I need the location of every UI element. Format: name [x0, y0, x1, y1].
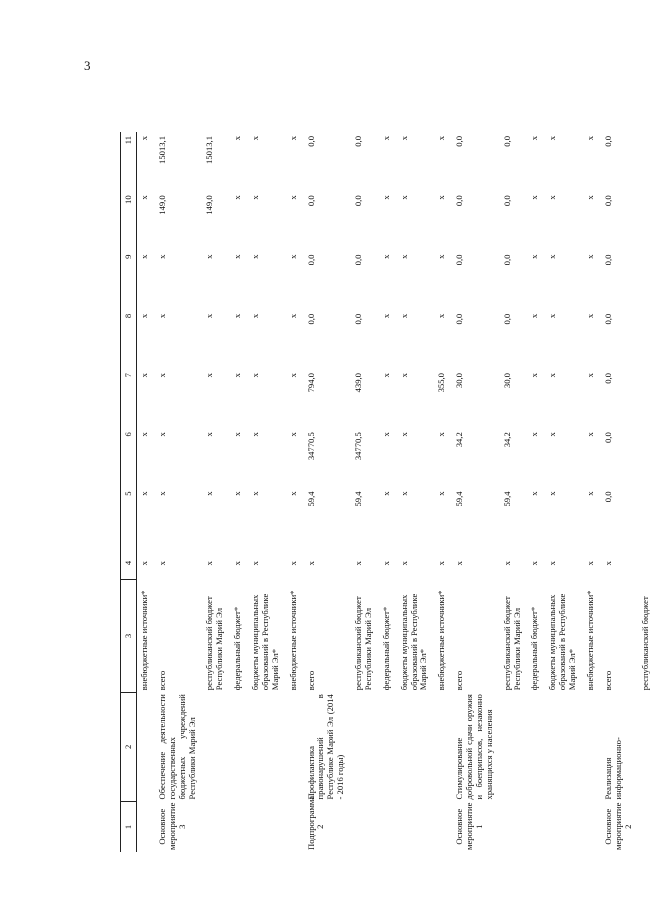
value-cell: x [529, 313, 540, 319]
value-cell: x [436, 432, 447, 437]
value-cell: x [398, 313, 409, 319]
value-cell: x [232, 136, 243, 141]
title-cell [202, 692, 230, 801]
table-row [601, 132, 639, 852]
value-cell: x [380, 136, 391, 141]
value-cell: 794,0 [305, 373, 316, 393]
value-cell: 0,0 [602, 373, 613, 384]
title-cell [248, 692, 286, 801]
value-cell: x [287, 136, 298, 141]
value-cell: x [156, 561, 167, 566]
value-cell: x [250, 561, 260, 566]
title-cell [351, 692, 379, 801]
title-cell: Профилактика правонарушений в Республике Марий Эл (2014 - 2016 годы) [305, 694, 346, 800]
program-cell [379, 801, 397, 852]
col-header-10: 10 [121, 191, 137, 250]
value-cell: 59,4 [305, 491, 316, 507]
value-cell: x [287, 561, 298, 566]
source-cell: всего [156, 670, 167, 691]
value-cell: x [250, 313, 260, 319]
value-cell: x [398, 195, 409, 200]
value-cell: x [436, 254, 447, 259]
value-cell: x [232, 491, 243, 496]
value-cell: x [380, 561, 391, 566]
value-cell: x [139, 561, 149, 566]
source-cell: республиканский бюджет Республики Марий Эл [501, 596, 522, 691]
value-cell: 149,0 [156, 195, 167, 215]
program-cell [434, 801, 452, 852]
value-cell: x [204, 561, 215, 566]
budget-table [120, 132, 656, 852]
value-cell: 0,0 [353, 136, 363, 147]
value-cell: x [529, 136, 540, 141]
value-cell: 34,2 [454, 432, 465, 448]
value-cell: x [204, 373, 215, 378]
value-cell [638, 251, 656, 310]
value-cell: 34,2 [501, 432, 512, 448]
value-cell: 0,0 [454, 313, 465, 325]
value-cell: x [139, 432, 149, 437]
title-cell: Обеспечение деятельности государственных бюджетных учреждений Республики Марий Эл [156, 694, 197, 800]
value-cell: 0,0 [305, 195, 316, 207]
source-cell: республиканский бюджет Республики Марий Эл [204, 596, 225, 691]
value-cell: x [380, 195, 391, 200]
title-cell: Стимулирование добровольной сдачи оружия и боеприпасов, незаконно хранящихся у населения [454, 694, 494, 800]
value-cell: x [156, 491, 167, 496]
source-cell: внебюджетные источники* [139, 590, 149, 691]
title-cell: Реализация информационно- [602, 737, 623, 800]
value-cell: x [287, 254, 298, 259]
program-cell [583, 801, 601, 852]
source-cell: всего [602, 670, 613, 691]
title-cell [434, 692, 452, 801]
program-cell: Основное мероприятие 1 [454, 802, 484, 850]
value-cell: 15013,1 [204, 136, 215, 164]
value-cell: 0,0 [602, 195, 613, 207]
value-cell: x [287, 313, 298, 319]
value-cell: 0,0 [602, 254, 613, 266]
value-cell: x [436, 195, 447, 200]
value-cell: 59,4 [454, 491, 465, 507]
value-cell: x [584, 373, 595, 378]
value-cell: x [204, 491, 215, 496]
value-cell: 0,0 [305, 254, 316, 266]
value-cell: x [139, 313, 149, 319]
value-cell: 0,0 [305, 136, 316, 147]
value-cell: x [156, 373, 167, 378]
value-cell: x [436, 491, 447, 496]
rotated-table-wrapper [120, 132, 651, 852]
value-cell: x [232, 561, 243, 566]
value-cell: x [584, 254, 595, 259]
program-cell [351, 801, 379, 852]
table-row [155, 132, 203, 852]
value-cell: x [584, 491, 595, 496]
value-cell: x [353, 561, 363, 566]
value-cell: x [529, 195, 540, 200]
value-cell: 0,0 [454, 136, 465, 147]
value-cell [638, 310, 656, 369]
table-row [379, 132, 397, 852]
value-cell: 0,0 [602, 432, 613, 443]
col-header-11: 11 [121, 132, 137, 191]
value-cell: x [232, 432, 243, 437]
value-cell: x [436, 561, 447, 566]
value-cell: 0,0 [353, 313, 363, 325]
value-cell: x [602, 561, 613, 566]
value-cell: x [547, 195, 558, 200]
value-cell: 34770,5 [353, 432, 363, 461]
value-cell: x [584, 195, 595, 200]
source-cell: внебюджетные источники* [436, 590, 447, 691]
value-cell: x [139, 136, 149, 141]
value-cell: 0,0 [353, 254, 363, 266]
value-cell: x [287, 373, 298, 378]
value-cell [638, 369, 656, 428]
source-cell: всего [454, 670, 465, 691]
table-row [286, 132, 304, 852]
value-cell: x [232, 254, 243, 259]
value-cell: x [287, 195, 298, 200]
value-cell: x [380, 373, 391, 378]
value-cell: x [454, 561, 465, 566]
value-cell: x [250, 373, 260, 378]
program-cell [638, 801, 656, 852]
value-cell: x [436, 313, 447, 319]
col-header-9: 9 [121, 251, 137, 310]
value-cell: x [547, 491, 558, 496]
table-row [583, 132, 601, 852]
table-row [500, 132, 528, 852]
value-cell: x [398, 373, 409, 378]
value-cell: x [250, 136, 260, 141]
title-cell [286, 692, 304, 801]
value-cell: x [139, 254, 149, 259]
title-cell [230, 692, 248, 801]
col-header-7: 7 [121, 369, 137, 428]
source-cell: внебюджетные источники* [287, 590, 298, 691]
value-cell: 0,0 [501, 195, 512, 207]
value-cell: 355,0 [436, 373, 447, 393]
program-cell [137, 801, 155, 852]
title-cell [583, 692, 601, 801]
value-cell: x [547, 432, 558, 437]
value-cell: x [398, 491, 409, 496]
value-cell: x [547, 136, 558, 141]
source-cell: бюджеты муниципальных образований в Республике Марий Эл* [250, 593, 280, 691]
value-cell: x [436, 136, 447, 141]
source-cell: федеральный бюджет* [529, 606, 540, 691]
table-row [638, 132, 656, 852]
value-cell: 0,0 [501, 254, 512, 266]
source-cell: федеральный бюджет* [380, 606, 391, 691]
value-cell: 30,0 [501, 373, 512, 389]
value-cell: x [529, 432, 540, 437]
program-cell: Основное мероприятие 2 [602, 802, 633, 850]
value-cell: x [287, 432, 298, 437]
value-cell: x [232, 195, 243, 200]
source-cell: республиканский бюджет [640, 596, 651, 691]
source-cell: федеральный бюджет* [232, 606, 243, 691]
program-cell [500, 801, 528, 852]
program-cell [248, 801, 286, 852]
program-cell [397, 801, 435, 852]
value-cell [638, 487, 656, 546]
value-cell: x [398, 432, 409, 437]
value-cell: x [232, 313, 243, 319]
value-cell: x [156, 254, 167, 259]
value-cell: x [584, 561, 595, 566]
value-cell: x [380, 254, 391, 259]
value-cell: x [250, 432, 260, 437]
col-header-3: 3 [121, 580, 137, 692]
value-cell: x [529, 491, 540, 496]
value-cell: 0,0 [501, 313, 512, 325]
col-header-4: 4 [121, 547, 137, 580]
source-cell: бюджеты муниципальных образований в Республике Марий Эл* [398, 593, 429, 691]
value-cell: x [501, 561, 512, 566]
value-cell: x [380, 432, 391, 437]
program-cell [230, 801, 248, 852]
value-cell: 0,0 [501, 136, 512, 147]
title-cell [527, 692, 545, 801]
title-cell [397, 692, 435, 801]
value-cell: 0,0 [454, 254, 465, 266]
value-cell: x [398, 254, 409, 259]
program-cell [202, 801, 230, 852]
col-header-5: 5 [121, 487, 137, 546]
value-cell: x [250, 195, 260, 200]
value-cell: x [584, 136, 595, 141]
program-cell [527, 801, 545, 852]
value-cell: x [529, 254, 540, 259]
table-row [202, 132, 230, 852]
value-cell: 0,0 [602, 136, 613, 147]
value-cell: x [250, 491, 260, 496]
value-cell: x [529, 561, 540, 566]
table-row [397, 132, 435, 852]
col-header-8: 8 [121, 310, 137, 369]
title-cell [500, 692, 528, 801]
header-row [121, 132, 137, 852]
value-cell: x [547, 254, 558, 259]
value-cell: x [584, 313, 595, 319]
value-cell [638, 132, 656, 191]
source-cell: внебюджетные источники* [584, 590, 595, 691]
title-cell [638, 692, 656, 801]
value-cell: x [547, 313, 558, 319]
value-cell: x [380, 491, 391, 496]
table-row [545, 132, 583, 852]
value-cell: 0,0 [353, 195, 363, 207]
value-cell: x [139, 373, 149, 378]
value-cell: 0,0 [454, 195, 465, 207]
value-cell: 59,4 [501, 491, 512, 507]
value-cell: x [584, 432, 595, 437]
value-cell: x [156, 432, 167, 437]
value-cell: 15013,1 [156, 136, 167, 164]
value-cell: 0,0 [602, 313, 613, 325]
value-cell: x [287, 491, 298, 496]
value-cell: x [139, 491, 149, 496]
value-cell: x [232, 373, 243, 378]
table-row [351, 132, 379, 852]
value-cell: 30,0 [454, 373, 465, 389]
title-cell [379, 692, 397, 801]
value-cell: x [529, 373, 540, 378]
page-number: 3 [84, 58, 91, 73]
value-cell: x [398, 136, 409, 141]
source-cell: республиканский бюджет Республики Марий Эл [353, 596, 373, 691]
value-cell: x [204, 432, 215, 437]
value-cell: x [547, 373, 558, 378]
value-cell [638, 428, 656, 487]
title-cell [545, 692, 583, 801]
program-cell [286, 801, 304, 852]
value-cell: x [250, 254, 260, 259]
value-cell: x [398, 561, 409, 566]
table-row [137, 132, 155, 852]
value-cell: 34770,5 [305, 432, 316, 461]
title-cell [137, 692, 155, 801]
table-row [248, 132, 286, 852]
program-cell: Основное мероприятие 3 [156, 802, 187, 850]
value-cell [638, 191, 656, 250]
program-cell: Подпрограмма 2 [305, 795, 326, 850]
col-header-1: 1 [121, 801, 137, 852]
value-cell: x [547, 561, 558, 566]
value-cell [638, 547, 656, 580]
source-cell: всего [305, 670, 316, 691]
program-cell [545, 801, 583, 852]
value-cell: 59,4 [353, 491, 363, 507]
table-row [527, 132, 545, 852]
value-cell: x [139, 195, 149, 200]
value-cell: x [380, 313, 391, 319]
col-header-6: 6 [121, 428, 137, 487]
value-cell: x [204, 254, 215, 259]
value-cell: x [204, 313, 215, 319]
source-cell: бюджеты муниципальных образований в Республике Марий Эл* [547, 593, 577, 691]
table-row [230, 132, 248, 852]
value-cell: 149,0 [204, 195, 215, 215]
value-cell: 0,0 [602, 491, 613, 503]
value-cell: x [305, 561, 316, 566]
value-cell: 0,0 [305, 313, 316, 325]
table-row [452, 132, 500, 852]
table-row [304, 132, 352, 852]
col-header-2: 2 [121, 692, 137, 801]
value-cell: x [156, 313, 167, 319]
table-row [434, 132, 452, 852]
value-cell: 439,0 [353, 373, 363, 393]
